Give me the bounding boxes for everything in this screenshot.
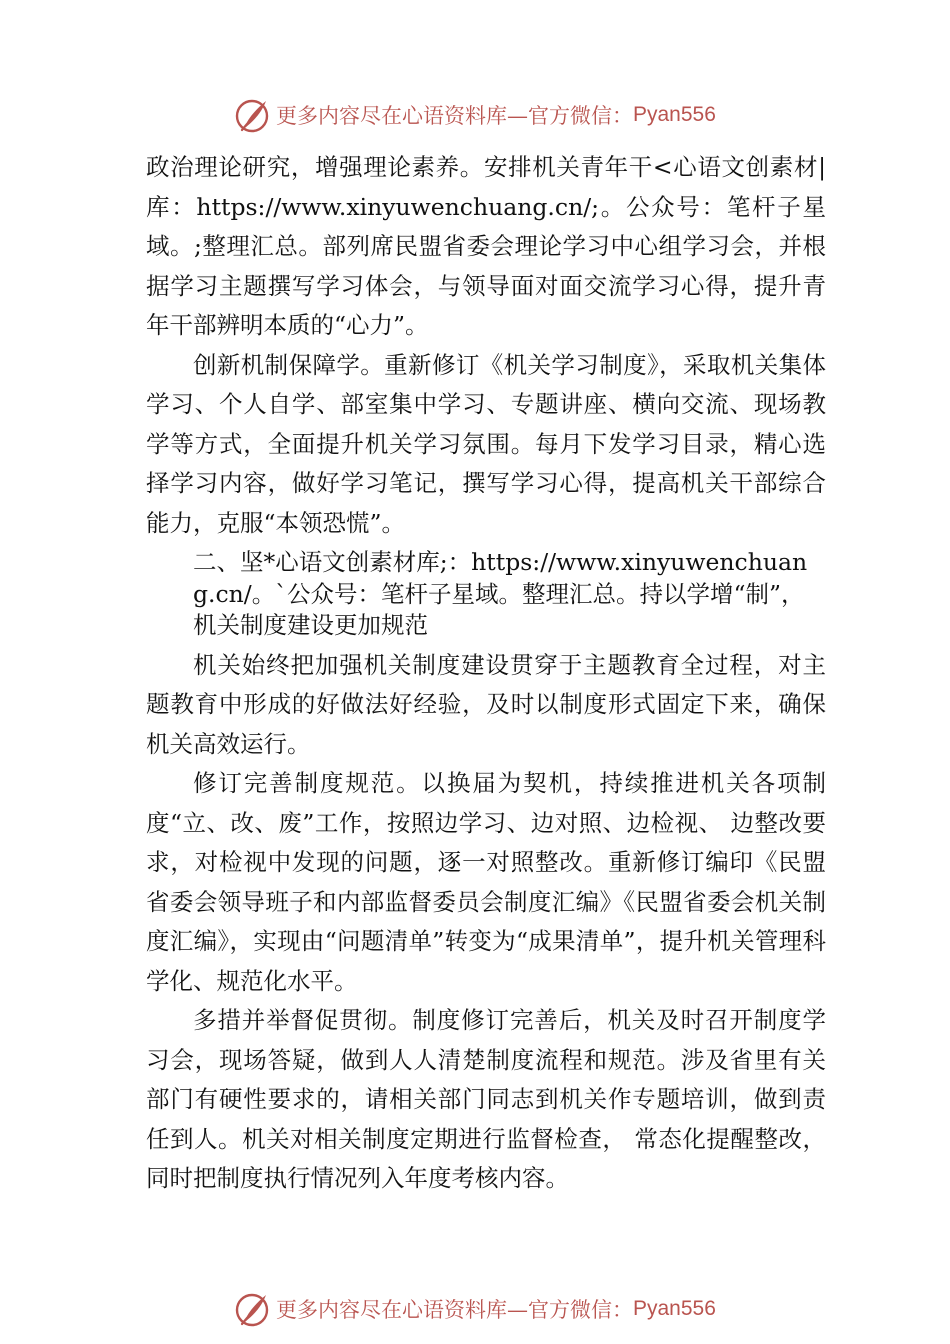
banner-account: Pyan556 bbox=[633, 1297, 716, 1320]
quill-pen-logo-icon bbox=[232, 95, 272, 135]
section-heading: 二、坚*心语文创素材库;：https://www.xinyuwenchuang.cn/。`公众号：笔杆子星域。整理汇总。持以学增“制”，机关制度建设更加规范 bbox=[193, 548, 808, 639]
paragraph-5: 多措并举督促贯彻。制度修订完善后，机关及时召开制度学习会，现场答疑，做到人人清楚制度流程和规范。涉及省里有关部门有硬性要求的，请相关部门同志到机关作专题培训，做到责任到人。机关对相关制度定期进行监督检查， 常态化提醒整改，同时把制度执行情况列入年度考核内容。 bbox=[146, 1006, 826, 1192]
header-banner bbox=[232, 95, 752, 135]
banner-text: 更多内容尽在心语资料库—官方微信： bbox=[276, 104, 633, 128]
paragraph-3: 机关始终把加强机关制度建设贯穿于主题教育全过程，对主题教育中形成的好做法好经验，及时以制度形式固定下来，确保机关高效运行。 bbox=[146, 650, 826, 758]
banner-text: 更多内容尽在心语资料库—官方微信： bbox=[276, 1298, 633, 1322]
paragraph-4: 修订完善制度规范。以换届为契机，持续推进机关各项制度“立、改、废”工作，按照边学习、边对照、边检视、 边整改要求，对检视中发现的问题，逐一对照整改。重新修订编印《民盟省委会领导班子和内部监督委员会制度汇编》《民盟省委会机关制度汇编》，实现由“问题清单”转变为“成果清单”，提升机关管理科学化、规范化水平。 bbox=[146, 769, 826, 995]
paragraph-1: 政治理论研究，增强理论素养。安排机关青年干<心语文创素材|库：https://www.xinyuwenchuang.cn/;。公众号：笔杆子星域。;整理汇总。部列席民盟省委会理论学习中心组学习会，并根据学习主题撰写学习体会，与领导面对面交流学习心得，提升青年干部辨明本质的“心力”。 bbox=[146, 153, 826, 339]
document-body bbox=[146, 148, 826, 1199]
banner-account: Pyan556 bbox=[633, 103, 716, 126]
quill-pen-logo-icon bbox=[232, 1289, 272, 1329]
footer-banner bbox=[232, 1289, 752, 1329]
paragraph-2: 创新机制保障学。重新修订《机关学习制度》，采取机关集体学习、个人自学、部室集中学习、专题讲座、横向交流、现场教学等方式，全面提升机关学习氛围。每月下发学习目录，精心选择学习内容，做好学习笔记，撰写学习心得，提高机关干部综合能力，克服“本领恐慌”。 bbox=[146, 350, 826, 537]
